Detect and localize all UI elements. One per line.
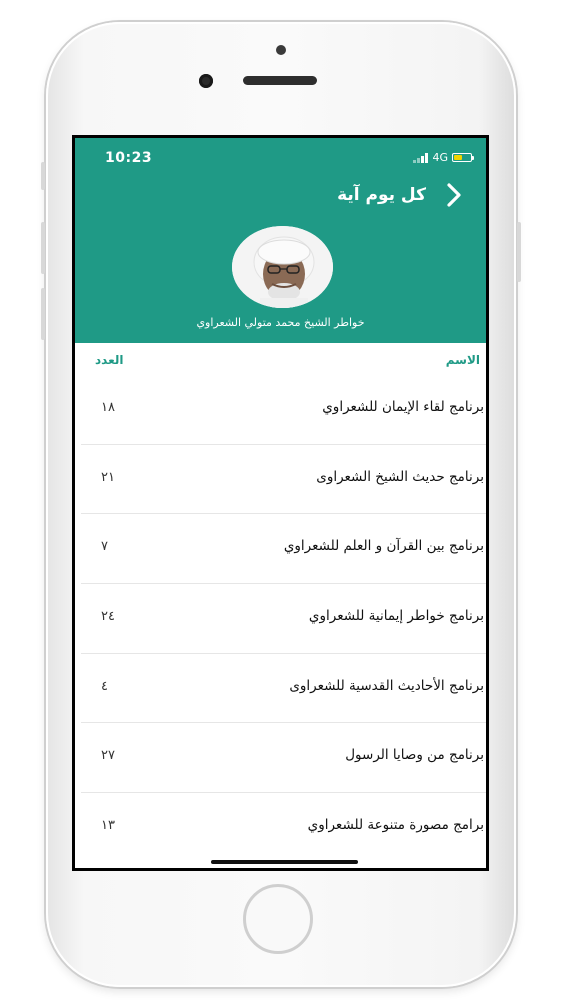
item-count: ١٣ [101,818,115,834]
list-item[interactable] [75,793,486,863]
item-count: ٢٤ [101,609,115,625]
volume-up-button [41,222,45,274]
item-title: برنامج لقاء الإيمان للشعراوي [322,399,484,415]
item-title: برنامج خواطر إيمانية للشعراوي [308,608,484,625]
list-item[interactable] [75,723,486,793]
header [75,138,486,343]
list-item[interactable] [75,584,486,654]
list-item[interactable] [75,654,486,724]
network-label: 4G [432,151,448,164]
item-title: برنامج من وصايا الرسول [345,747,484,764]
home-indicator[interactable] [211,860,358,864]
volume-down-button [41,288,45,340]
item-count: ٢٧ [101,748,115,764]
home-button[interactable] [243,884,313,954]
item-count: ٧ [101,539,108,555]
chevron-right-icon [440,181,468,209]
power-button [517,222,521,282]
status-time: 10:23 [105,150,153,166]
mute-switch [41,162,45,190]
screen [72,135,489,871]
battery-icon [452,153,472,162]
item-count: ١٨ [101,400,115,415]
list-item[interactable] [75,375,486,445]
app-screen [75,138,486,868]
list-item[interactable] [75,514,486,584]
item-title: برامج مصورة متنوعة للشعراوي [307,817,484,834]
column-header-count: العدد [95,353,124,367]
earpiece-speaker [243,76,317,85]
item-count: ٤ [101,678,108,694]
column-header-name: الاسم [445,353,480,367]
sheikh-portrait [232,226,333,308]
item-title: برنامج بين القرآن و العلم للشعراوي [283,538,484,555]
proximity-sensor [276,45,286,55]
item-title: برنامج حديث الشيخ الشعراوى [316,468,484,485]
front-camera [199,74,213,88]
back-button[interactable] [440,181,468,209]
status-indicators [413,151,472,164]
signal-icon [413,153,428,163]
page-title: كل يوم آية [337,185,426,205]
item-title: برنامج الأحاديث القدسية للشعراوى [289,677,484,694]
item-count: ٢١ [101,469,115,485]
program-list [75,375,486,863]
avatar [232,226,333,308]
list-item[interactable] [75,445,486,515]
header-caption: خواطر الشيخ محمد متولي الشعراوي [196,316,365,329]
